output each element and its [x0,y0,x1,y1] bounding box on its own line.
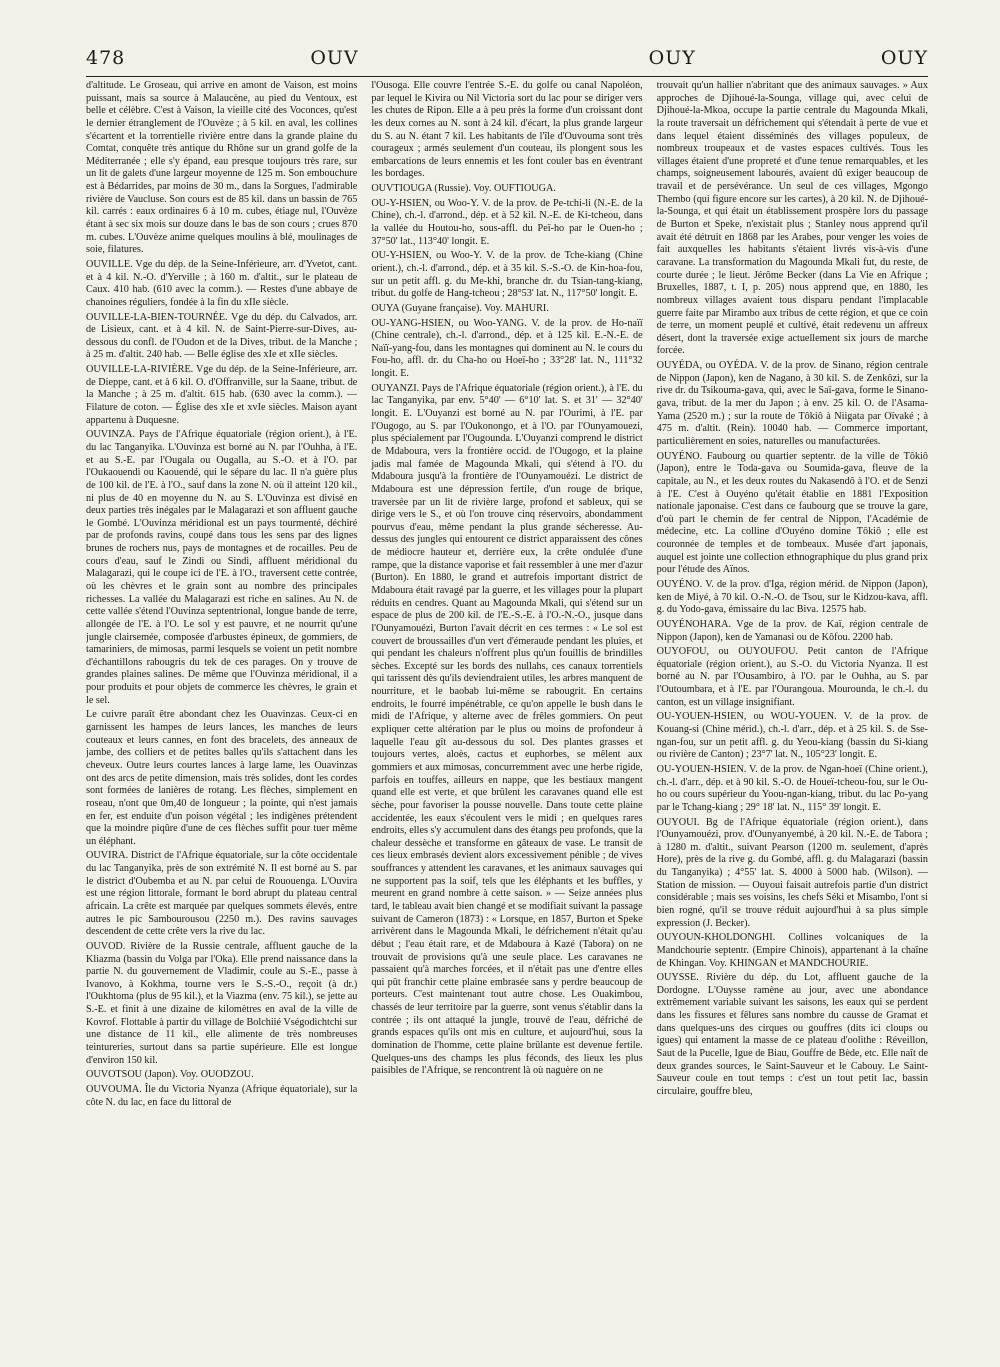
entry-paragraph: OUVILLE-LA-BIEN-TOURNÉE. Vge du dép. du Calvados, arr. de Lisieux, cant. et à 4 kil. N. de Saint-Pierre-sur-Dives, au-dessous du confl. de l'Oudon et de la Dives, tribut. de la Manche ; à 25 m. d'altit. 240 hab. — Belle église des xIe et xIIe siècles. [86,311,358,361]
entry-paragraph: OUVIRA. District de l'Afrique équatoriale, sur la côte occidentale du lac Tanganyika, près de son extrémité N. Il est borné au S. par le district d'Oubemba et au N. par celui de Rououenga. L'Ouvira est une région littorale, formant le bord abrupt du plateau central africain. La crête est marquée par quelques sommets élevés, entre autres le pic Sambourousou (2250 m.). Des ravins sauvages descendent de cette crête vers la rive du lac. [86,850,358,938]
entry-paragraph: OU-Y-HSIEN, ou Woo-Y. V. de la prov. de Tche-kiang (Chine orient.), ch.-l. d'arrond., dép. et à 35 kil. S.-S.-O. de Kin-hoa-fou, sur un petit affl. g. du Me-khi, branche dr. du Tsian-tang-kiang, tribut. du golfe de Hang-tcheou ; 28°53' lat. N., 117°50' longit. E. [371,250,643,300]
entry-paragraph: OUVILLE. Vge du dép. de la Seine-Inférieure, arr. d'Yvetot, cant. et à 4 kil. N.-O. d'Yerville ; à 160 m. d'altit., sur le plateau de Caux. 410 hab. (610 avec la comm.). — Restes d'une abbaye de chanoines réguliers, fondée à la fin du xIIe siècle. [86,258,358,308]
entry-paragraph: trouvait qu'un hallier n'abritant que des animaux sauvages. » Aux approches de Djihoué-la-Sounga, village qui, avec celui de Djihoué-la-Mkoa, occupe la partie centrale du Magounda Mkali, la route traversait un défrichement qui s'étendait à perte de vue et dans lequel étaient disséminés des villages populeux, de nombreux troupeaux et de vastes espaces cultivés. Tous les villages étaient d'une propreté et d'une tenue remarquables, et les champs, soigneusement labourés, avaient dû exiger beaucoup de travail et de persévérance. Un seul de ces villages, Mgongo Thembo (qui figure encore sur les cartes), à 20 kil. N. de Djihoué-la-Sounga, et qui était un établissement prospère lors du passage de Burton et Speke, n'existait plus ; Stanley nous apprend qu'il avait été détruit en 1868 par les Arabes, pour venger les voies de fait auxquelles les habitants s'étaient livrés vis-à-vis d'une caravane. La transformation du Magounda Mkali fut, du reste, de courte durée ; le lieut. Jérôme Becker (dans La Vie en Afrique ; Bruxelles, 1887, t. I, p. 205) nous apprend que, en 1880, les nombreux villages avaient tous disparu pendant l'implacable guerre faite par Mirambo aux tribus de cette région, et que ce coin de terre, un moment peuplé et cultivé, était redevenu un affreux désert, dont la traversée exige actuellement six jours de marche forcée. [656,80,928,357]
entry-paragraph: OU-YANG-HSIEN, ou Woo-YANG. V. de la prov. de Ho-naïï (Chine centrale), ch.-l. d'arrond., dép. et à 125 kil. E.-N.-E. de Naïï-yang-fou, dans les montagnes qui dominent au N. le cours du Fou-ho, affl. dr. du Cha-ho ou Hoeï-ho ; 33°28' lat. N., 111°32 longit. E. [371,317,643,380]
entry-paragraph: OU-YOUEN-HSIEN, ou WOU-YOUEN. V. de la prov. de Kouang-si (Chine mérid.), ch.-l. d'arr., dép. et à 25 kil. S. de Sse-ngan-fou, sur un petit affl. g. du Yeou-kiang (bassin du Si-kiang ou rivière de Canton) ; 23°7' lat. N., 105°23' longit. E. [656,711,928,761]
entry-paragraph: OUVOTSOU (Japon). Voy. OUODZOU. [86,1069,254,1081]
entry-paragraph: OUVTIOUGA (Russie). Voy. OUFTIOUGA. [371,183,556,195]
running-head-center: OUY [648,47,696,69]
entry-paragraph: d'altitude. Le Groseau, qui arrive en amont de Vaison, est moins puissant, mais sa source à Malaucène, au pied du Ventoux, est belle et célèbre. C'est à Vaison, la vieille cité des Voconces, qu'est le dernier étranglement de l'Ouvèze ; à 5 kil. en aval, les collines s'écartent et la torrentielle rivière entre dans la grande plaine du Comtat, conquête très antique du Rhône sur un grand golfe de la Méditerranée ; elle s'y épand, eau presque toujours très rare, sur un lit de galets d'une largeur moyenne de 125 m. Son embouchure est à Bédarrides, par moins de 30 m., dans la Sorgues, l'admirable rivière de Vaucluse. Son cours est de 85 kil. dans un bassin de 765 kil. carrés : eaux ordinaires 6 à 10 m. cubes, étiage nul, l'Ouvèze étant à sec six mois sur douze dans le bas de son cours ; crues 870 m. cubes. L'Ouvèze anime quelques moulins à blé, moulinages de soie, filatures. [86,80,358,256]
entry-paragraph: OUYOUI. Bg de l'Afrique équatoriale (région orient.), dans l'Ounyamouézi, prov. d'Ounyanyembé, à 20 kil. N.-E. de Tabora ; à 1280 m. d'altit., suivant Pearson (1200 m. seulement, d'après Hore), près de la rive g. du Gombé, affl. g. du Malagarazi (bassin du Tanganyika) ; 4°55' lat. S. 4000 à 5000 hab. (Wilson). — Station de mission. — Ouyoui faisait autrefois partie d'un district considérable ; mais ses voisins, les chefs Séki et Misambo, l'ont si bien rogné, qu'il se trouve réduit aujourd'hui à sa plus simple expression (J. Becker). [656,816,928,929]
entry-paragraph: OU-YOUEN-HSIEN. V. de la prov. de Ngan-hoeï (Chine orient.), ch.-l. d'arr., dép. et à 90 kil. S.-O. de Houeï-tcheou-fou, sur le Ou-ho ou cours supérieur du Yoou-ngan-kiang, tribut. du lac Po-yang par le Tchang-kiang ; 29° 18' lat. N., 115° 39' longit. E. [656,763,928,813]
entry-paragraph: OUVOUMA. Île du Victoria Nyanza (Afrique équatoriale), sur la côte N. du lac, en face du littoral de [86,1083,358,1108]
running-head-left: OUV [310,47,359,69]
entry-paragraph: Le cuivre paraît être abondant chez les Ouavinzas. Ceux-ci en garnissent les hampes de leurs lances, les manches de leurs couteaux et leurs cannes, en font des bracelets, des anneaux de jambe, des colliers et de petites balles qu'ils s'attachent dans les cheveux. Outre leurs courtes lances à large lame, les Ouavinzas ont des arcs de petite dimension, mais très solides, dont les cordes sont formées de lanières de rotang. Les flèches, simplement en roseau, n'ont que 0m,40 de longueur ; la pointe, qui n'est jamais en fer, est enduite d'un poison végétal ; les indigènes prétendent que la moindre piqûre d'une de ces flèches suffit pour tuer même un éléphant. [86,709,358,847]
entry-paragraph: l'Ousoga. Elle couvre l'entrée S.-E. du golfe ou canal Napoléon, par lequel le Kivira ou Nil Victoria sort du lac pour se diriger vers les chutes de Ripon. Elle a à peu près la forme d'un croissant dont les deux cornes au N. sont à 24 kil. d'écart, la plus grande largeur du S. au N. étant 7 kil. Les habitants de l'île d'Ouvouma sont très courageux ; armés seulement d'un couteau, ils plongent sous les embarcations de leurs ennemis et les font couler bas en éventrant les bordages. [371,80,643,180]
page-number: 478 [86,47,126,69]
entry-paragraph: OUYA (Guyane française). Voy. MAHURI. [371,302,549,314]
entry-paragraph: OUYÉDA, ou OYÉDA. V. de la prov. de Sinano, région centrale de Nippon (Japon), ken de Nagano, à 30 kil. S. de Zenkôzi, sur la rive dr. du Tsikouma-gava, qui, avec le Saï-gava, forme le Sinano-gava, tribut. de la mer du Japon ; à env. 25 kil. O. de l'Asama-Yama (2520 m.) ; sur la route de Tôkiô à Niigata par Oïvaké ; à 475 m. d'altit. (Rein). 10040 hab. — Commerce important, particulièrement en soies, naturelles ou manufacturées. [656,360,928,447]
running-head-right: OUY [880,47,928,69]
entry-paragraph: OUVINZA. Pays de l'Afrique équatoriale (région orient.), à l'E. du lac Tanganyika. L'Ouvinza est borné au N. par l'Ouhha, à l'E. et au S.-E. par l'Ougala ou Ougalla, au S.-O. et à l'O. par l'Oukaouendi ou Kaouendé, qui le sépare du lac. Il n'a guère plus de 100 kil. de l'E. à l'O., sauf dans la zone N. où il atteint 120 kil., ni plus de 40 en moyenne du N. au S. L'Ouvinza est divisé en deux parties très inégales par le Malagarazi et son affluent gauche le Gombé. L'Ouvinza méridional est un pays tourmenté, déchiré par de profonds ravins, coupé dans tous les sens par des lignes brunes de rochers nus, pays de montagnes et de rocailles. Peu de cours d'eau, sauf le Zindi ou Sindi, affluent méridional du Malagarazi, qui le coupe ici de l'E. à l'O., traversent cette contrée, où les chèvres et le grain sont au nombre des principales richesses. La vallée du Malagarazi est riche en salines. Au N. de cette vallée s'étend l'Ouvinza septentrional, longue bande de terre, allongée de l'E. à l'O. Le sol y est pauvre, et ne nourrit qu'une jungle clairsemée, composée d'arbustes épineux, de gommiers, de tamariniers, de mimosas, parmi lesquels se voient un petit nombre d'échantillons rabougris du tek de ces parages. On y trouve de grandes plaines salines. De même que l'Ouvinza méridional, il a pour produits et pour objets de commerce les chèvres, le grain et le sel. [86,429,358,706]
entry-paragraph: OUVILLE-LA-RIVIÈRE. Vge du dép. de la Seine-Inférieure, arr. de Dieppe, cant. et à 6 kil. O. d'Offranville, sur la Saane, tribut. de la Manche ; à 25 m. d'altit. 615 hab. (630 avec la comm.). — Filature de coton. — Église des xIe et xvIe siècles. Maison ayant appartenu à Duquesne. [86,364,358,426]
page-header [86,40,928,77]
entry-paragraph: OUYOUN-KHOLDONGHI. Collines volcaniques de la Mandchourie septentr. (Empire Chinois), appartenant à la chaîne de Khingan. Voy. KHINGAN et MANDCHOURIE. [656,932,928,969]
column-3 [657,80,928,1343]
text-columns [86,80,928,1343]
column-2 [371,80,642,1343]
column-1 [86,80,357,1343]
entry-paragraph: OU-Y-HSIEN, ou Woo-Y. V. de la prov. de Pe-tchi-li (N.-E. de la Chine), ch.-l. d'arrond., dép. et à 52 kil. N.-E. de Ki-tcheou, dans la vallée du Houtou-ho, sous-affl. du Peï-ho par le Ouen-ho ; 37°50' lat., 113°40' longit. E. [371,197,643,247]
entry-paragraph: OUYANZI. Pays de l'Afrique équatoriale (région orient.), à l'E. du lac Tanganyika, par env. 5°40' — 6°10' lat. S. et 31' — 32°40' longit. E. L'Ouyanzi est borné au N. par l'Ourimi, à l'E. par l'Ougogo, au S. par l'Oukonongo, et à l'O. par l'Ounyamouezi, plus spécialement par l'Ougounda. L'Ouyanzi comprend le district de Mdaboura, vers la frontière occid. de l'Ougogo, et la plaine jadis mal famée de Magounda Mkali, qui s'étend à l'O. du Mdaboura jusqu'à la frontière de l'Ounyamouézi. Le district de Mdaboura est une dépression fertile, d'un rouge de brique, traversée par un lit de rivière large, profond et sableux, qui se dirige vers le S., et où l'on trouve cinq réservoirs, abondamment pourvus d'eau, même pendant la plus grande sécheresse. Au-dessus des jungles qui entourent ce district apparaissent des cônes de médiocre hauteur et, derrière eux, la crête ondulée d'une rampe, que la distance vaporise et fait ressembler à une mer d'azur (Burton). En 1880, le grand et autrefois important district de Mdaboura était ravagé par la guerre, et les villages pour la plupart réduits en cendres. Quant au Magounda Mkali, qui s'étend sur un espace de plus de 200 kil. de l'E.-S.-E. à l'O.-N.-O., jusque dans l'Ounyamouézi, Burton l'avait décrit en ces termes : « Le sol est couvert de broussailles d'un vert d'émeraude pendant les pluies, et qui pendant les chaleurs n'offrent plus qu'un fouillis de brindilles sèches. Excepté sur les bords des nullahs, ces canaux torrentiels qui tarissent dès qu'ils deviendraient utiles, les arbres manquent de nourriture, et le baobab lui-même se rabougrit. En certains endroits, le fourré impénétrable, ce qu'on appelle le bush dans le midi de l'Afrique, y alterne avec de frêles gommiers. On peut expliquer cette altération par le plus ou moins de profondeur à laquelle l'eau gît au-dessous du sol. Des plantes grasses et toujours vertes, aloès, cactus et euphorbes, se mêlent aux gommiers et aux mimosas, concurremment avec une herbe rigide, parfois en touffes, ailleurs en nappe, que les bestiaux mangent quand elle est verte, et que brûlent les caravanes quand elle est sèche, pour favoriser la pousse nouvelle. Dans toute cette plaine accidentée, les eaux s'écoulent vers le midi ; en quelques rares endroits, elles s'y accumulent dans des étangs peu profonds, que la chaleur dessèche et transforme en gâteaux de vase. Le transit de ces lieux embrasés devient alors excessivement pénible ; de vives souffrances y attendent les caravanes, et les animaux sauvages qui ne supportent pas la soif, tels que les éléphants et les buffles, y meurent en grand nombre à cette saison. » — Seize années plus tard, le tableau avait bien changé et se modifiait suivant la passage suivant de Cameron (1873) : « Lorsque, en 1857, Burton et Speke arrivèrent dans le Magounda Mkali, le défrichement n'était qu'au début ; l'eau était rare, et de Mdaboura à Kazé (Tabora) on ne trouvait de provisions qu'à une seule place. Les caravanes ne passaient qu'à marches forcées, et il n'était pas une d'entre elles qui pût franchir cette plaine embrasée sans y perdre beaucoup de porteurs. C'est maintenant tout autre chose. Les Ouakimbou, chassés de leur territoire par la guerre, sont venus s'établir dans la contrée ; ils ont attaqué la jungle, trouvé de l'eau, défriché de grands espaces qu'ils ont mis en culture, et aujourd'hui, sous la domination de l'homme, cette plaine brûlante est devenue fertile. Quelques-uns des champs les plus féconds, des lieux les plus paisibles de l'Afrique, se rencontrent là où naguère on ne [371,382,643,1077]
entry-paragraph: OUYSSE. Rivière du dép. du Lot, affluent gauche de la Dordogne. L'Ouysse ramène au jour, avec une abondance extrêmement variable suivant les saisons, les eaux qui se perdent dans les fissures et fêlures sans nombre du causse de Gramat et dans quelques-uns des cirques ou gouffres (dits ici cloups ou igues) qui entament la masse de ce plateau d'oolithe : Réveillon, Saut de la Pucelle, Igue de Biau, Gouffre de Bède, etc. Elle naît de deux grandes sources, le Saint-Sauveur et le Cabouy. Le Saint-Sauveur coule en tout temps : c'est un tout petit lac, bassin circulaire, gouffre bleu, [656,972,928,1097]
entry-paragraph: OUVOD. Rivière de la Russie centrale, affluent gauche de la Kliazma (bassin du Volga par l'Oka). Elle prend naissance dans la partie N. du gouvernement de Vladimir, coule au S.-E., passe à Ivanovo, à Kokhma, tourne vers le S.-S.-O., reçoit (à dr.) l'Oukhtoma (plus de 95 kil.), et la Viazma (env. 75 kil.), se jette au S.-E. et finit à une dizaine de kilomètres en aval de la ville de Kovrof. Flottable à partir du village de Bolchiié Vségodichtchi sur une distance de 11 kil., elle alimente de très nombreuses teintureries, surtout dans sa partie supérieure. Elle est longue d'environ 150 kil. [86,940,358,1066]
entry-paragraph: OUYOFOU, ou OUYOUFOU. Petit canton de l'Afrique équatoriale (région orient.), au S.-O. du Victoria Nyanza. Il est borné au N. par l'Ousambiro, à l'O. par le Ouhha, au S. par l'Outoumbara, et à l'E. par l'Ourangoua. Mourounda, le ch.-l. du canton, est un village insignifiant. [656,646,928,708]
entry-paragraph: OUYÉNOHARA. Vge de la prov. de Kaï, région centrale de Nippon (Japon), ken de Yamanasi ou de Kôfou. 2200 hab. [656,618,928,643]
entry-paragraph: OUYÉNO. V. de la prov. d'Iga, région mérid. de Nippon (Japon), ken de Miyé, à 70 kil. O.-N.-O. de Tsou, sur le Kidzou-kava, affl. g. du Yodo-gava, émissaire du lac Biva. 12575 hab. [656,578,928,616]
entry-paragraph: OUYÉNO. Faubourg ou quartier septentr. de la ville de Tôkiô (Japon), entre le Toda-gava ou Soumida-gava, fleuve de la capitale, au N., et les deux routes du Nakasendô à l'O. et de Senzi à l'E. C'est à Ouyéno qu'était établie en 1881 l'Exposition nationale japonaise. C'est dans ce faubourg que se trouve la gare, d'où part le chemin de fer central de Nippon, l'Académie de médecine, etc. La colline d'Ouyéno domine Tôkiô ; elle est couronnée de temples et de tombeaux. Musée d'art japonais, auquel est jointe une collection ethnographique du plus grand prix pour l'étude des Aïnos. [656,450,928,576]
